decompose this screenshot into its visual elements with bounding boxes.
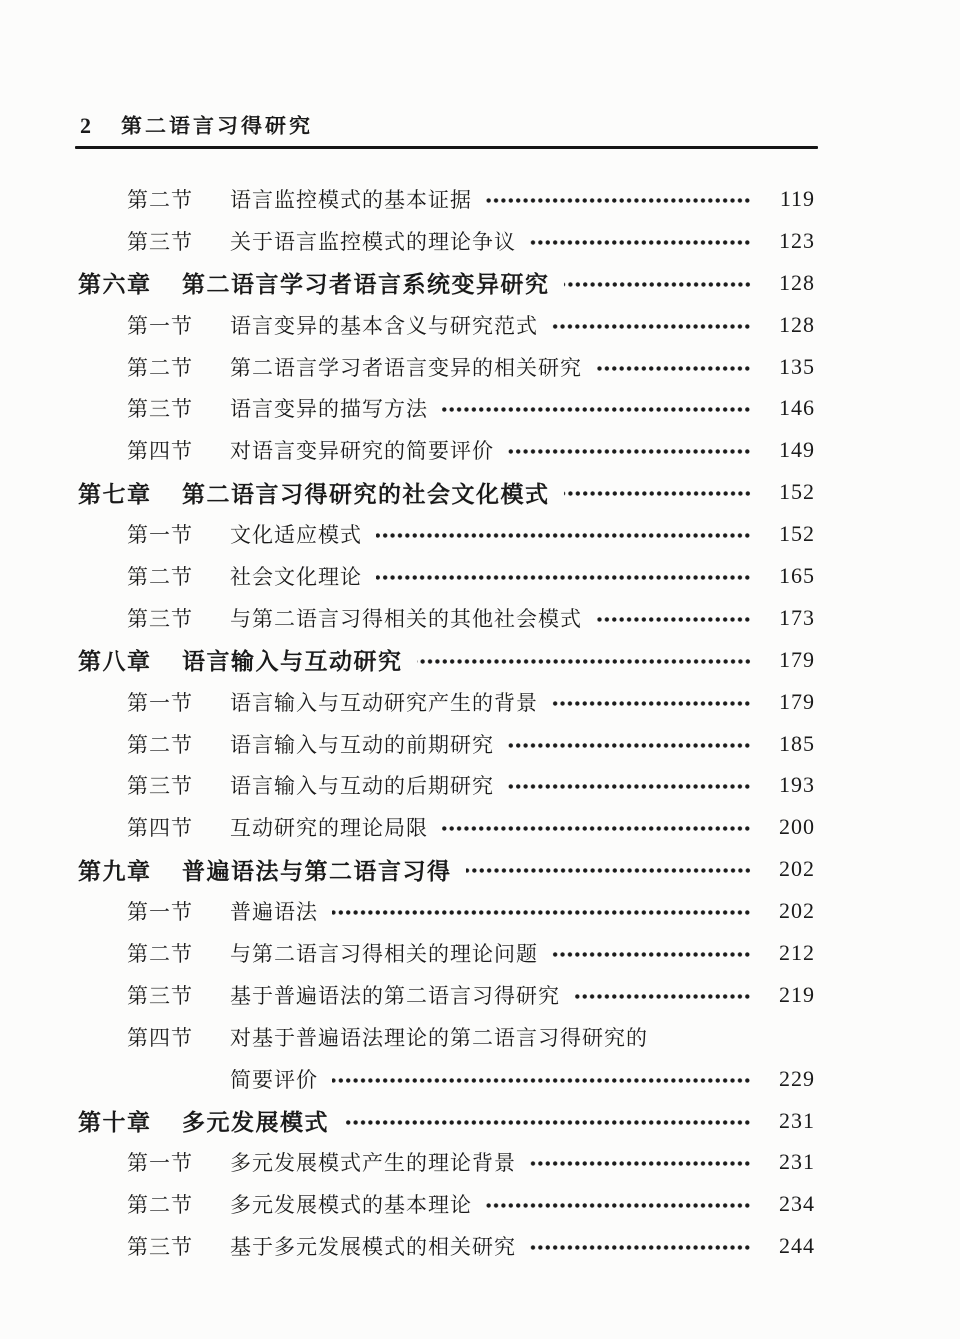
entry-label: 第七章 xyxy=(78,481,152,507)
page-number: 146 xyxy=(779,395,815,421)
dot-leader xyxy=(596,364,751,373)
toc-entry xyxy=(78,932,815,974)
entry-title: 多元发展模式 xyxy=(182,1110,329,1136)
page-number: 152 xyxy=(779,521,815,547)
entry-title: 语言输入与互动研究产生的背景 xyxy=(230,690,538,715)
entry-title: 文化适应模式 xyxy=(230,523,362,548)
dot-leader xyxy=(508,782,751,791)
page-number: 231 xyxy=(779,1149,815,1175)
dot-leader xyxy=(530,238,751,247)
toc-entry xyxy=(78,848,815,890)
entry-title: 语言输入与互动的前期研究 xyxy=(230,732,494,757)
dot-leader xyxy=(332,908,751,917)
entry-title: 社会文化理论 xyxy=(230,564,362,589)
entry-title: 基于普遍语法的第二语言习得研究 xyxy=(230,983,560,1008)
entry-label: 第二节 xyxy=(127,564,193,589)
page-number: 123 xyxy=(779,227,815,253)
page-number: 173 xyxy=(779,604,815,630)
page-number: 202 xyxy=(779,898,815,924)
dot-leader xyxy=(417,657,752,666)
toc-entry xyxy=(78,806,815,848)
entry-label: 第四节 xyxy=(127,439,193,464)
toc-entry xyxy=(78,764,815,806)
entry-title: 互动研究的理论局限 xyxy=(230,816,428,841)
page-number: 179 xyxy=(779,646,815,672)
dot-leader xyxy=(530,1159,751,1168)
page-number: 179 xyxy=(779,688,815,714)
dot-leader xyxy=(564,489,752,498)
entry-label: 第三节 xyxy=(127,606,193,631)
entry-label: 第一节 xyxy=(127,313,193,338)
header-page-number: 2 xyxy=(80,113,91,138)
toc-entry xyxy=(78,1225,815,1267)
entry-label: 第四节 xyxy=(127,1025,193,1050)
entry-title: 多元发展模式的基本理论 xyxy=(230,1193,472,1218)
entry-label: 第十章 xyxy=(78,1110,152,1136)
entry-title: 与第二语言习得相关的其他社会模式 xyxy=(230,606,582,631)
page-number: 119 xyxy=(779,185,815,211)
toc-entry xyxy=(78,1183,815,1225)
entry-label: 第三节 xyxy=(127,774,193,799)
entry-title: 语言输入与互动研究 xyxy=(182,649,403,675)
entry-title: 第二语言学习者语言系统变异研究 xyxy=(182,272,550,298)
entry-title: 第二语言习得研究的社会文化模式 xyxy=(182,481,550,507)
page-number: 152 xyxy=(779,479,815,505)
toc-entry xyxy=(78,513,815,555)
entry-title: 普遍语法 xyxy=(230,900,318,925)
entry-title: 与第二语言习得相关的理论问题 xyxy=(230,941,538,966)
entry-label: 第三节 xyxy=(127,397,193,422)
entry-label: 第三节 xyxy=(127,983,193,1008)
page-number: 231 xyxy=(779,1107,815,1133)
toc-entry xyxy=(78,974,815,1016)
entry-label: 第四节 xyxy=(127,816,193,841)
toc-entry-continuation xyxy=(78,1058,815,1100)
dot-leader xyxy=(466,866,752,875)
page-number: 149 xyxy=(779,437,815,463)
toc-entry xyxy=(78,1141,815,1183)
entry-label: 第一节 xyxy=(127,523,193,548)
page-number: 128 xyxy=(779,269,815,295)
entry-title: 对语言变异研究的简要评价 xyxy=(230,439,494,464)
entry-label: 第二节 xyxy=(127,1193,193,1218)
entry-label: 第二节 xyxy=(127,732,193,757)
dot-leader xyxy=(486,1201,751,1210)
toc-entry xyxy=(78,639,815,681)
toc-entry xyxy=(78,471,815,513)
toc-list xyxy=(78,178,815,1267)
entry-label: 第一节 xyxy=(127,690,193,715)
entry-title: 语言监控模式的基本证据 xyxy=(230,187,472,212)
dot-leader xyxy=(486,196,751,205)
dot-leader xyxy=(442,824,751,833)
entry-title: 关于语言监控模式的理论争议 xyxy=(230,229,516,254)
dot-leader xyxy=(596,615,751,624)
page-number: 244 xyxy=(779,1233,815,1259)
entry-label: 第二节 xyxy=(127,355,193,380)
toc-entry xyxy=(78,346,815,388)
toc-entry xyxy=(78,1100,815,1142)
page-number: 229 xyxy=(779,1065,815,1091)
entry-label: 第三节 xyxy=(127,1235,193,1260)
dot-leader xyxy=(343,1118,751,1127)
entry-title: 对基于普遍语法理论的第二语言习得研究的 xyxy=(230,1025,648,1050)
dot-leader xyxy=(376,531,751,540)
toc-entry xyxy=(78,681,815,723)
entry-label: 第一节 xyxy=(127,900,193,925)
toc-entry xyxy=(78,890,815,932)
dot-leader xyxy=(376,573,751,582)
dot-leader xyxy=(442,405,751,414)
page-number: 135 xyxy=(779,353,815,379)
toc-entry xyxy=(78,262,815,304)
toc-entry xyxy=(78,555,815,597)
page-number: 193 xyxy=(779,772,815,798)
entry-title: 简要评价 xyxy=(230,1067,318,1092)
dot-leader xyxy=(530,1243,751,1252)
header-book-title: 第二语言习得研究 xyxy=(121,114,313,138)
dot-leader xyxy=(552,699,751,708)
toc-entry xyxy=(78,723,815,765)
dot-leader xyxy=(574,992,751,1001)
toc-entry xyxy=(78,387,815,429)
page-number: 219 xyxy=(779,981,815,1007)
entry-label: 第六章 xyxy=(78,272,152,298)
entry-title: 第二语言学习者语言变异的相关研究 xyxy=(230,355,582,380)
toc-entry xyxy=(78,1016,815,1058)
entry-title: 语言输入与互动的后期研究 xyxy=(230,774,494,799)
entry-title: 语言变异的描写方法 xyxy=(230,397,428,422)
dot-leader xyxy=(508,447,751,456)
toc-entry xyxy=(78,429,815,471)
dot-leader xyxy=(508,741,751,750)
header-rule xyxy=(75,146,818,149)
page-number: 165 xyxy=(779,562,815,588)
entry-label: 第九章 xyxy=(78,858,152,884)
entry-label: 第二节 xyxy=(127,941,193,966)
toc-entry xyxy=(78,220,815,262)
entry-title: 基于多元发展模式的相关研究 xyxy=(230,1235,516,1260)
toc-entry xyxy=(78,597,815,639)
running-header xyxy=(80,110,815,140)
entry-label: 第三节 xyxy=(127,229,193,254)
entry-label: 第一节 xyxy=(127,1151,193,1176)
dot-leader xyxy=(552,950,751,959)
entry-title: 多元发展模式产生的理论背景 xyxy=(230,1151,516,1176)
entry-title: 语言变异的基本含义与研究范式 xyxy=(230,313,538,338)
page-number: 212 xyxy=(779,939,815,965)
page-number: 200 xyxy=(779,814,815,840)
toc-entry xyxy=(78,304,815,346)
toc-entry xyxy=(78,178,815,220)
entry-label: 第二节 xyxy=(127,187,193,212)
entry-label: 第八章 xyxy=(78,649,152,675)
entry-title: 普遍语法与第二语言习得 xyxy=(182,858,452,884)
page-number: 128 xyxy=(779,311,815,337)
dot-leader xyxy=(332,1076,751,1085)
page-number: 202 xyxy=(779,856,815,882)
page-number: 185 xyxy=(779,730,815,756)
dot-leader xyxy=(564,280,752,289)
page-number: 234 xyxy=(779,1191,815,1217)
dot-leader xyxy=(552,322,751,331)
